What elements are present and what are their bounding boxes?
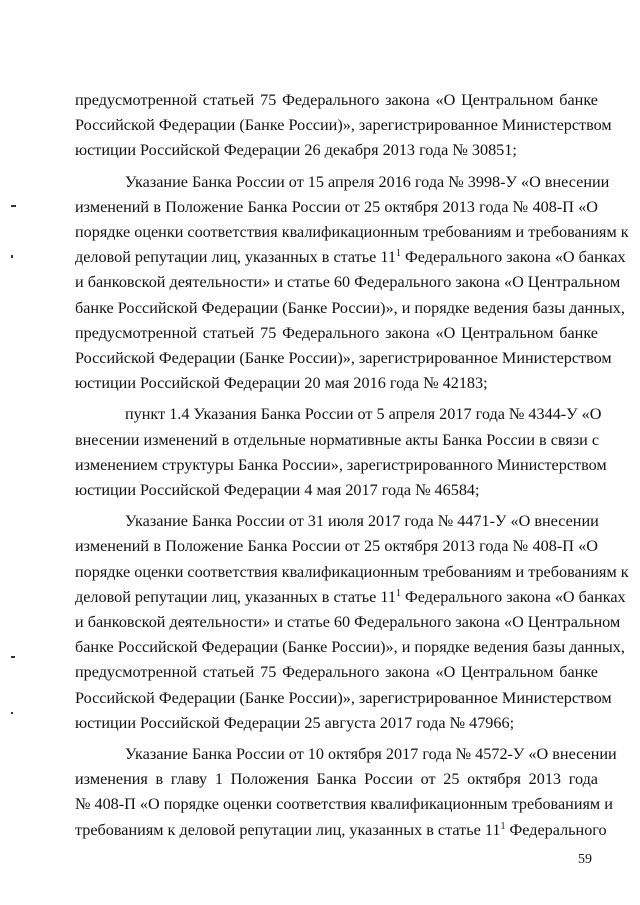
scan-mark xyxy=(11,255,13,258)
text-line: банке Российской Федерации (Банке России)», и порядке ведения базы данных, xyxy=(75,638,625,657)
text-line xyxy=(75,818,607,843)
scan-mark xyxy=(11,656,15,658)
text-line: изменений в Положение Банка России от 25 октября 2013 года № 408-П «О xyxy=(75,197,598,216)
text-run: Федерального закона «О банках xyxy=(400,248,626,267)
text-run: деловой репутации лиц, указанных в статье 11 xyxy=(75,248,396,267)
text-line: юстиции Российской Федерации 26 декабря 2013 года № 30851; xyxy=(75,141,517,160)
text-line: и банковской деятельности» и статье 60 Федерального закона «О Центральном xyxy=(75,273,621,292)
text-run: Федерального закона «О банках xyxy=(400,587,626,606)
paragraph xyxy=(75,509,629,736)
text-line: изменения в главу 1 Положения Банка России от 25 октября 2013 года xyxy=(75,770,598,789)
superscript: 1 xyxy=(395,248,401,260)
text-line: предусмотренной статьей 75 Федерального закона «О Центральном банке xyxy=(75,323,598,342)
text-line: изменением структуры Банка России», зарегистрированного Министерством xyxy=(75,455,607,474)
text-line xyxy=(75,585,626,610)
text-line: Российской Федерации (Банке России)», зарегистрированное Министерством xyxy=(75,688,612,707)
text-line: Указание Банка России от 15 апреля 2016 года № 3998-У «О внесении xyxy=(125,172,610,191)
text-run: деловой репутации лиц, указанных в статье 11 xyxy=(75,587,396,606)
text-line: юстиции Российской Федерации 20 мая 2016 года № 42183; xyxy=(75,374,488,393)
scan-mark xyxy=(11,712,13,714)
text-line: Российской Федерации (Банке России)», зарегистрированное Министерством xyxy=(75,349,612,368)
superscript: 1 xyxy=(500,820,506,832)
text-line: пункт 1.4 Указания Банка России от 5 апреля 2017 года № 4344-У «О xyxy=(125,405,602,424)
text-line: Указание Банка России от 10 октября 2017 года № 4572-У «О внесении xyxy=(125,745,617,764)
superscript: 1 xyxy=(395,587,401,599)
text-line: порядке оценки соответствия квалификационным требованиям и требованиям к xyxy=(75,562,629,581)
text-line: изменений в Положение Банка России от 25 октября 2013 года № 408-П «О xyxy=(75,537,598,556)
text-line: внесении изменений в отдельные нормативные акты Банка России в связи с xyxy=(75,430,600,449)
scan-mark xyxy=(11,205,16,207)
text-run: Федерального xyxy=(505,820,607,839)
text-line: предусмотренной статьей 75 Федерального закона «О Центральном банке xyxy=(75,663,598,682)
text-line: и банковской деятельности» и статье 60 Федерального закона «О Центральном xyxy=(75,613,621,632)
text-line: № 408-П «О порядке оценки соответствия квалификационным требованиям и xyxy=(75,795,613,814)
text-line: Указание Банка России от 31 июля 2017 года № 4471-У «О внесении xyxy=(125,512,599,531)
paragraph xyxy=(75,742,617,843)
text-line xyxy=(75,245,626,270)
text-line: юстиции Российской Федерации 25 августа 2017 года № 47966; xyxy=(75,713,515,732)
text-line: порядке оценки соответствия квалификационным требованиям и требованиям к xyxy=(75,223,629,242)
document-body xyxy=(75,88,629,849)
paragraph xyxy=(75,402,607,503)
text-line: банке Российской Федерации (Банке России)», и порядке ведения базы данных, xyxy=(75,298,625,317)
paragraph xyxy=(75,88,612,164)
paragraph xyxy=(75,170,629,397)
text-line: юстиции Российской Федерации 4 мая 2017 года № 46584; xyxy=(75,481,480,500)
text-line: Российской Федерации (Банке России)», зарегистрированное Министерством xyxy=(75,116,612,135)
page-number: 59 xyxy=(578,852,592,867)
text-run: требованиям к деловой репутации лиц, указанных в статье 11 xyxy=(75,820,501,839)
text-line: предусмотренной статьей 75 Федерального закона «О Центральном банке xyxy=(75,91,598,109)
